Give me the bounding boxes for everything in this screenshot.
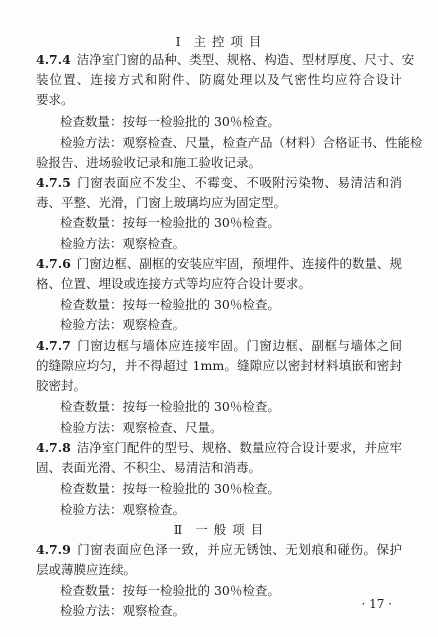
clause-text: 门窗表面应色泽一致，并应无锈蚀、无划痕和碰伤。保护: [76, 542, 402, 557]
clause-4-7-4-inspection-quantity: 检查数量：按每一检验批的 30％检查。: [60, 114, 280, 129]
clause-4-7-7-inspection-quantity: 检查数量：按每一检验批的 30％检查。: [60, 399, 280, 414]
clause-4-7-7-line-2: 的缝隙应均匀，并不得超过 1mm。缝隙应以密封材料填嵌和密封: [36, 358, 402, 373]
clause-text: 洁净室门窗的品种、类型、规格、构造、型材厚度、尺寸、安: [76, 52, 415, 67]
clause-number: 4.7.9: [36, 542, 71, 557]
clause-text: 门窗表面应不发尘、不霉变、不吸附污染物、易清洁和消: [76, 175, 402, 190]
clause-4-7-7-inspection-method: 检验方法：观察检查、尺量。: [60, 420, 223, 435]
clause-4-7-4-inspection-method-1: 检验方法：观察检查、尺量，检查产品（材料）合格证书、性能检: [60, 135, 423, 150]
clause-number: 4.7.8: [36, 440, 71, 455]
section-heading-main-control: [0, 34, 438, 50]
page-number: · 17 ·: [361, 597, 392, 611]
clause-number: 4.7.4: [36, 52, 71, 67]
section-numeral: Ⅱ: [173, 522, 184, 537]
clause-4-7-5-inspection-method: 检验方法：观察检查。: [60, 236, 186, 251]
clause-4-7-6-line-1: [36, 256, 402, 272]
section-heading-general: [0, 522, 438, 538]
clause-4-7-6-line-2: 格、位置、埋设或连接方式等均应符合设计要求。: [36, 276, 312, 291]
clause-4-7-8-line-2: 固、表面光滑、不积尘、易清洁和消毒。: [36, 460, 262, 475]
clause-4-7-8-line-1: [36, 440, 402, 456]
clause-text: 洁净室门配件的型号、规格、数量应符合设计要求，并应牢: [76, 440, 402, 455]
clause-4-7-9-inspection-method: 检验方法：观察检查。: [60, 603, 186, 618]
clause-4-7-4-inspection-method-2: 验报告、进场验收记录和施工验收记录。: [36, 155, 262, 170]
clause-text: 门窗边框、副框的安装应牢固，预埋件、连接件的数量、规: [76, 256, 402, 271]
section-numeral: Ⅰ: [175, 34, 182, 49]
clause-4-7-5-line-2: 毒、平整、光滑，门窗上玻璃均应为固定型。: [36, 195, 287, 210]
clause-4-7-4-line-2: 装位置、连接方式和附件、防腐处理以及气密性均应符合设计: [36, 72, 402, 87]
clause-4-7-8-inspection-method: 检验方法：观察检查。: [60, 502, 186, 517]
clause-4-7-9-inspection-quantity: 检查数量：按每一检验批的 30％检查。: [60, 583, 280, 598]
clause-4-7-5-line-1: [36, 175, 402, 191]
clause-4-7-8-inspection-quantity: 检查数量：按每一检验批的 30％检查。: [60, 481, 280, 496]
clause-text: 门窗边框与墙体应连接牢固。门窗边框、副框与墙体之间: [76, 338, 402, 353]
clause-4-7-4-line-3: 要求。: [36, 92, 74, 107]
clause-4-7-7-line-3: 胶密封。: [36, 378, 87, 393]
clause-number: 4.7.7: [36, 338, 71, 353]
clause-4-7-6-inspection-method: 检验方法：观察检查。: [60, 317, 186, 332]
clause-4-7-4-line-1: [36, 52, 415, 68]
clause-4-7-6-inspection-quantity: 检查数量：按每一检验批的 30％检查。: [60, 297, 280, 312]
section-title: 主 控 项 目: [193, 34, 263, 49]
clause-4-7-7-line-1: [36, 338, 402, 354]
clause-number: 4.7.5: [36, 175, 71, 190]
clause-4-7-5-inspection-quantity: 检查数量：按每一检验批的 30％检查。: [60, 215, 280, 230]
section-title: 一 般 项 目: [195, 522, 265, 537]
clause-number: 4.7.6: [36, 256, 71, 271]
clause-4-7-9-line-1: [36, 542, 402, 558]
clause-4-7-9-line-2: 层或薄膜应连续。: [36, 562, 137, 577]
